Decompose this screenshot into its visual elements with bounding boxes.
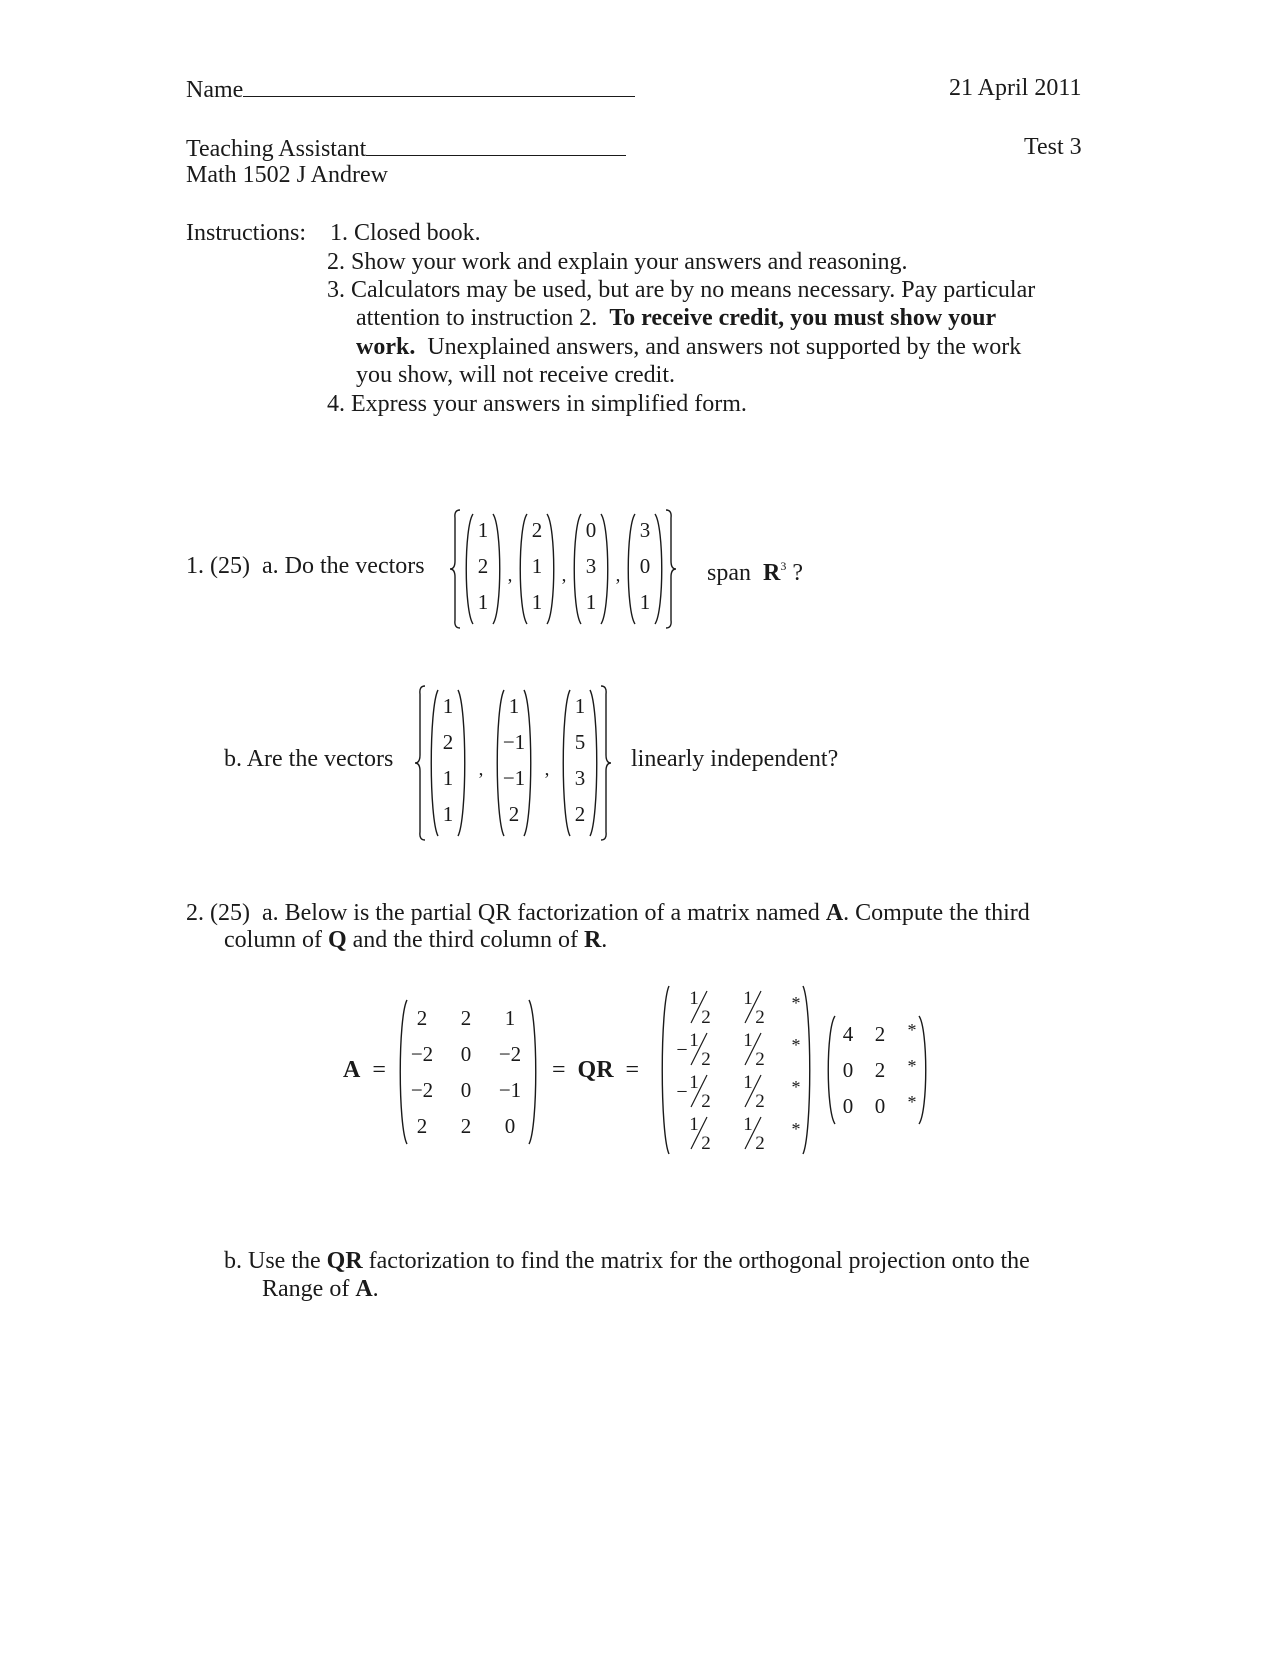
vector-entry: 1 [585,590,597,614]
matrix-entry [689,1114,711,1154]
matrix-a [396,996,544,1146]
denominator: 2 [701,1049,711,1070]
vector-entry: 1 [442,802,454,826]
instructions-label: Instructions: [186,220,306,246]
question-points: (25) [210,900,250,926]
matrix-left-paren [828,1016,835,1124]
vector-entry: 3 [639,518,651,542]
matrix-entry: * [791,1119,801,1139]
matrix-right-paren [919,1016,926,1124]
vector-entry: 1 [442,694,454,718]
instruction-4 [327,390,747,418]
matrix-entry: 2 [460,1006,472,1030]
matrix-entry: −1 [498,1078,522,1102]
matrix-entry: 0 [504,1114,516,1138]
vector-left-paren [497,690,504,836]
matrix-symbol: A [825,900,844,926]
numerator: 1 [743,988,753,1009]
exam-date: 21 April 2011 [949,75,1082,101]
ta-blank[interactable] [366,133,626,156]
vector-entry: 2 [508,802,520,826]
part-text: Use the [248,1248,321,1274]
matrix-entry: −2 [410,1042,434,1066]
matrix-q [658,982,818,1160]
part-text: Are the vectors [246,746,394,772]
instruction-text: Show your work and explain your answers and reasoning. [351,249,908,275]
part-label: b. [224,746,242,772]
matrix-right-paren [529,1000,536,1144]
vector-entry: 1 [477,590,489,614]
part-label: a. [261,900,279,926]
part-label: b. [224,1248,242,1274]
instruction-3-line3 [356,333,1021,361]
q1b-prompt [224,745,393,773]
instruction-3-line4 [356,361,675,389]
matrix-left-paren [662,986,669,1154]
part-label: a. [261,553,279,579]
question-mark: ? [792,560,803,586]
question-number: 2. [186,900,204,926]
q1b-after-text: linearly independent? [631,746,839,772]
denominator: 2 [701,1091,711,1112]
vector-right-paren [655,514,662,624]
matrix-left-paren [400,1000,407,1144]
part-text: . [372,1276,379,1302]
instruction-num: 1. [330,220,348,246]
matrix-right-paren [803,986,810,1154]
minus-sign: − [676,1039,688,1061]
numerator: 1 [689,1072,699,1093]
matrix-entry: 0 [842,1094,854,1118]
vector-right-paren [458,690,465,836]
vector-entry: 1 [574,694,586,718]
denominator: 2 [755,1049,765,1070]
numerator: 1 [743,1114,753,1135]
instruction-emphasis: To receive credit, you must show your [609,305,997,331]
matrix-entry [689,988,711,1028]
denominator: 2 [755,1133,765,1154]
name-row [186,74,635,104]
test-label: Test 3 [1024,134,1082,160]
question-points: (25) [210,553,250,579]
vector-entry: 3 [574,766,586,790]
equals-sign: = [625,1057,640,1083]
vector-right-paren [590,690,597,836]
numerator: 1 [743,1072,753,1093]
instruction-text: Closed book. [354,220,481,246]
minus-sign: − [676,1081,688,1103]
comma: , [615,565,621,586]
instruction-3 [327,276,1035,304]
name-label: Name [186,77,244,103]
instruction-text: you show, will not receive credit. [356,362,676,388]
matrix-entry: 2 [416,1114,428,1138]
span-word: span [707,560,751,586]
matrix-symbol: A [355,1276,373,1302]
vector-entry: 2 [531,518,543,542]
q2a-line2 [224,926,607,954]
matrix-entry: 2 [874,1022,886,1046]
matrix-entry: 2 [874,1058,886,1082]
vector-entry: 0 [639,554,651,578]
vector-entry: 5 [574,730,586,754]
matrix-entry: 4 [842,1022,854,1046]
equals-sign: = [552,1057,566,1083]
matrix-entry: −2 [410,1078,434,1102]
instruction-emphasis: work. [356,334,416,360]
instruction-1 [330,219,481,247]
q2a-line1 [186,899,1030,927]
right-brace [601,686,611,840]
vector-left-paren [520,514,527,624]
comma: , [478,759,484,780]
vector-entry: 1 [508,694,520,718]
numerator: 1 [689,1114,699,1135]
matrix-symbol: QR [326,1248,363,1274]
question-number: 1. [186,553,204,579]
matrix-entry: * [791,1035,801,1055]
part-text: Below is the partial QR factorization of a matrix named [284,900,820,926]
q2b-line2 [262,1275,379,1303]
numerator: 1 [743,1030,753,1051]
matrix-entry: 2 [460,1114,472,1138]
vector-entry: 2 [574,802,586,826]
matrix-entry: 0 [460,1042,472,1066]
vector-left-paren [466,514,473,624]
left-brace [450,510,460,628]
part-text: . Compute the third [843,900,1030,926]
vector-right-paren [524,690,531,836]
vector-left-paren [574,514,581,624]
vector-entry: 1 [639,590,651,614]
matrix-entry: 1 [504,1006,516,1030]
instruction-text: Calculators may be used, but are by no means necessary. Pay particular [351,277,1036,303]
denominator: 2 [701,1133,711,1154]
denominator: 2 [701,1007,711,1028]
matrix-equation-mid [552,1056,639,1084]
vector-left-paren [628,514,635,624]
matrix-symbol: R [583,927,602,953]
left-brace [415,686,425,840]
vector-right-paren [601,514,608,624]
matrix-entry [743,1030,765,1070]
vector-entry: −1 [502,766,526,790]
matrix-entry [743,1114,765,1154]
matrix-equation-lhs [343,1056,386,1084]
instruction-3-line2 [356,304,996,332]
qr-label: QR [577,1057,614,1083]
part-text: Range of [262,1276,350,1302]
vector-entry: 1 [531,590,543,614]
vector-left-paren [563,690,570,836]
matrix-entry [676,1072,710,1112]
vector-entry: 1 [442,766,454,790]
numerator: 1 [689,1030,699,1051]
q1b-vector-set [413,684,623,836]
numerator: 1 [689,988,699,1009]
matrix-entry: * [907,1092,917,1112]
matrix-entry [743,1072,765,1112]
right-brace [666,510,676,628]
instruction-2 [327,248,908,276]
space-exponent: 3 [780,559,787,573]
matrix-entry [676,1030,710,1070]
denominator: 2 [755,1091,765,1112]
part-text: . [601,927,608,953]
comma: , [561,565,567,586]
matrix-entry: * [791,1077,801,1097]
q1a-span-text [707,552,803,587]
matrix-entry: −2 [498,1042,522,1066]
instruction-num: 3. [327,277,345,303]
instruction-text: Unexplained answers, and answers not supported by the work [427,334,1022,360]
part-text: factorization to find the matrix for the orthogonal projection onto the [368,1248,1030,1274]
matrix-entry: * [907,1020,917,1040]
matrix-r [824,1012,934,1126]
vector-entry: 1 [477,518,489,542]
instruction-text: attention to instruction 2. [356,305,598,331]
matrix-entry: 0 [842,1058,854,1082]
equals-sign: = [372,1057,386,1083]
comma: , [544,759,550,780]
instruction-text: Express your answers in simplified form. [351,391,747,417]
vector-right-paren [547,514,554,624]
vector-left-paren [431,690,438,836]
vector-entry: 2 [442,730,454,754]
vector-entry: 3 [585,554,597,578]
vector-entry: 2 [477,554,489,578]
comma: , [507,565,513,586]
matrix-entry: 2 [416,1006,428,1030]
matrix-entry: * [791,993,801,1013]
part-text: column of [224,927,322,953]
instruction-num: 4. [327,391,345,417]
denominator: 2 [755,1007,765,1028]
part-text: and the third column of [352,927,578,953]
matrix-a-label: A [343,1057,361,1083]
vector-right-paren [493,514,500,624]
matrix-entry [743,988,765,1028]
matrix-symbol: Q [327,927,347,953]
vector-entry: −1 [502,730,526,754]
course-label: Math 1502 J Andrew [186,162,388,188]
ta-row [186,133,626,163]
ta-label: Teaching Assistant [186,136,367,162]
space-symbol: R [763,560,781,586]
q1a-vector-set [448,510,698,630]
part-text: Do the vectors [284,553,425,579]
matrix-entry: 0 [874,1094,886,1118]
matrix-entry: 0 [460,1078,472,1102]
q1a-prompt [186,552,425,580]
vector-entry: 0 [585,518,597,542]
q2b-line1 [224,1247,1030,1275]
name-blank[interactable] [243,74,635,97]
vector-entry: 1 [531,554,543,578]
instruction-num: 2. [327,249,345,275]
matrix-entry: * [907,1056,917,1076]
